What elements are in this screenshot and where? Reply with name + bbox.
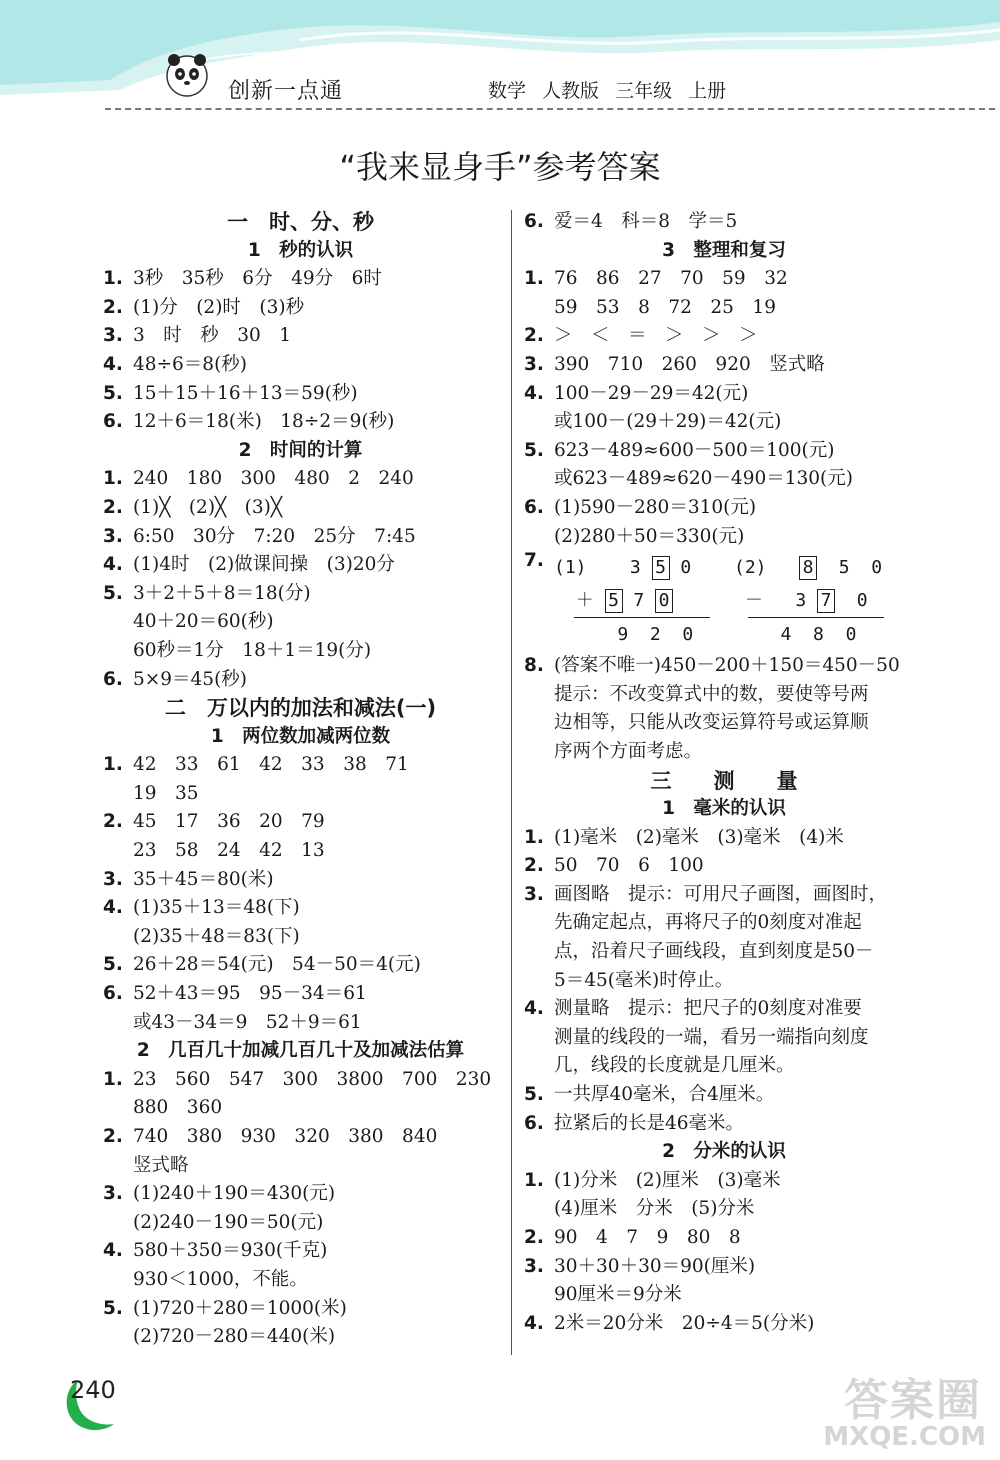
answer-item [103,1180,498,1209]
item-number: 2. [103,296,123,318]
answer-item [103,580,498,609]
right-column [524,208,924,1338]
answer-continuation: (2)35＋48＝83(下) [133,925,300,947]
answer-continuation: 880 360 [133,1097,223,1119]
item-number: 1. [524,826,544,848]
answer-item [524,494,924,523]
boxed-digit: 5 [605,589,623,613]
item-number: 6. [524,496,544,518]
item-text: 580＋350＝930(千克) [133,1240,328,1262]
item-number: 6. [524,211,544,232]
page-title: “我来显身手”参考答案 [339,148,661,186]
item-text: 48÷6＝8(秒) [133,353,248,375]
answer-item [103,465,498,494]
item-text: 5×9＝45(秒) [133,668,248,690]
item-text: 30＋30＋30＝90(厘米) [554,1255,756,1277]
item-text: 390 710 260 920 竖式略 [554,353,825,375]
answer-item [524,652,924,681]
item-text: (答案不唯一)450－200＋150＝450－50 [554,655,900,677]
item-text: 42 33 61 42 33 38 71 [133,754,409,776]
answer-item [103,1237,498,1266]
digit: 2 [649,624,661,646]
page-number-text: 240 [70,1376,116,1404]
digit: 3 [629,557,641,579]
item-number: 4. [524,382,544,404]
digit: 0 [680,557,692,579]
item-number: 3. [524,353,544,375]
answer-continuation: 提示：不改变算式中的数，要使等号两 [554,683,869,705]
item-text: 76 86 27 70 59 32 [554,268,788,290]
item-number: 6. [524,1112,544,1134]
watermark-url: MXQE.COM [823,1422,986,1452]
subsection-heading: 3 整理和复习 [662,239,786,261]
boxed-digit: 7 [817,589,835,613]
answer-item [103,951,498,980]
answer-item [103,1295,498,1324]
answer-continuation: 或623－489≈620－490＝130(元) [554,468,853,490]
operator: － [744,590,763,612]
answer-item [524,1310,924,1339]
answer-continuation: 先确定起点，再将尺子的0刻度对准起 [554,912,862,934]
item-text: (1)35＋13＝48(下) [133,897,300,919]
item-number: 5. [103,582,123,604]
answer-item [103,894,498,923]
answer-item [103,980,498,1009]
item-number: 3. [103,525,123,547]
item-number: 3. [524,1255,544,1277]
answer-item [103,1066,498,1095]
item-text: (1)590－280＝310(元) [554,496,757,518]
item-text: 6:50 30分 7:20 25分 7:45 [133,525,416,547]
item-text: 45 17 36 20 79 [133,811,325,833]
item-number: 3. [103,868,123,890]
digit: 0 [845,624,857,646]
item-number: 3. [524,883,544,905]
section-heading: 一 时、分、秒 [227,210,374,234]
answer-item [103,866,498,895]
answer-continuation: 边相等，只能从改变运算符号或运算顺 [554,712,869,734]
item-text: (1)720＋280＝1000(米) [133,1297,347,1319]
item-number: 1. [103,468,123,490]
item-number: 3. [103,1183,123,1205]
answer-continuation: 930＜1000，不能。 [133,1268,308,1290]
subsection-heading: 1 毫米的认识 [662,798,786,820]
answer-item [524,1081,924,1110]
answer-continuation: 几，线段的长度就是几厘米。 [554,1055,795,1077]
answer-item [524,1253,924,1282]
item-number: 2. [103,496,123,518]
digit: 0 [856,590,868,612]
answer-item [103,1123,498,1152]
item-number: 2. [524,325,544,347]
subsection-heading: 2 几百几十加减几百几十及加减法估算 [136,1040,465,1062]
vertical-calc-1 [554,551,710,651]
answer-item [103,808,498,837]
item-text: 240 180 300 480 2 240 [133,468,414,490]
calc-label: (1) [554,557,587,579]
item-text: 3 时 秒 30 1 [133,325,292,347]
answer-item [524,208,924,237]
subsection-heading: 2 分米的认识 [662,1141,786,1163]
item-text: 23 560 547 300 3800 700 230 [133,1068,492,1090]
answer-item [524,322,924,351]
item-number: 5. [524,1084,544,1106]
answer-item [103,551,498,580]
answer-continuation: 19 35 [133,782,199,804]
answer-item [524,1224,924,1253]
answer-continuation: 测量的线段的一端，看另一端指向刻度 [554,1026,869,1048]
item-text: 拉紧后的长是46毫米。 [554,1112,745,1134]
item-number: 1. [524,268,544,290]
answer-item [524,995,924,1024]
answer-item [524,351,924,380]
answer-item [103,751,498,780]
answer-item [524,824,924,853]
item-number: 4. [103,1240,123,1262]
item-number: 6. [103,983,123,1005]
item-text: (1)4时 (2)做课间操 (3)20分 [133,554,395,576]
panda-logo-icon [160,48,214,98]
item-text: 15＋15＋16＋13＝59(秒) [133,382,358,404]
item-text: 26＋28＝54(元) 54－50＝4(元) [133,954,421,976]
answer-item [103,523,498,552]
answer-continuation: 60秒＝1分 18＋1＝19(分) [133,639,372,661]
item-number: 4. [524,1312,544,1334]
answer-continuation: (2)720－280＝440(米) [133,1326,336,1348]
brand-name: 创新一点通 [228,79,344,104]
item-number: 4. [103,897,123,919]
item-number: 4. [103,353,123,375]
subsection-heading: 1 两位数加减两位数 [210,725,391,747]
item-number: 6. [103,668,123,690]
item-text: (1)毫米 (2)毫米 (3)毫米 (4)米 [554,826,844,848]
item-text: 画图略 提示：可用尺子画图，画图时， [554,883,888,905]
vertical-calc-2 [734,551,884,651]
boxed-digit: 8 [799,556,817,580]
answer-item [524,852,924,881]
item-number: 7. [524,550,544,572]
answer-item [103,322,498,351]
answer-continuation: (2)240－190＝50(元) [133,1211,324,1233]
answer-continuation: 或43－34＝9 52＋9＝61 [133,1011,362,1033]
answer-item [103,408,498,437]
answer-continuation: 90厘米＝9分米 [554,1284,682,1306]
item-text: 3＋2＋5＋8＝18(分) [133,582,311,604]
item-number: 4. [524,998,544,1020]
item-number: 3. [103,325,123,347]
item-text: 爱＝4 科＝8 学＝5 [554,211,738,232]
item-number: 5. [103,1297,123,1319]
item-text: 740 380 930 320 380 840 [133,1126,438,1147]
boxed-digit: 0 [655,589,673,613]
item-number: 8. [524,655,544,677]
answer-continuation: 或100－(29＋29)＝42(元) [554,411,782,433]
item-number: 6. [103,411,123,433]
answer-item [524,1167,924,1196]
item-number: 2. [524,1227,544,1248]
operator: ＋ [575,590,594,612]
answer-item [103,380,498,409]
answer-continuation: 5＝45(毫米)时停止。 [554,969,734,991]
calc-label: (2) [734,557,767,579]
subsection-heading: 2 时间的计算 [238,439,363,461]
item-text: ＞ ＜ ＝ ＞ ＞ ＞ [554,325,758,347]
item-number: 2. [524,855,544,877]
item-number: 2. [103,1126,123,1147]
answer-item [524,881,924,910]
digit: 0 [682,624,694,646]
answer-continuation: 23 58 24 42 13 [133,840,325,862]
item-number: 5. [524,439,544,461]
item-number: 1. [103,268,123,290]
digit: 8 [813,624,824,646]
item-number: 4. [103,554,123,576]
answer-continuation: (2)280＋50＝330(元) [554,525,745,547]
item-text: 623－489≈600－500＝100(元) [554,439,835,461]
section-heading: 二 万以内的加法和减法(一) [164,696,437,721]
watermark [772,1360,994,1456]
vertical-calculation [524,551,924,652]
answer-item [524,380,924,409]
answer-continuation: 点，沿着尺子画线段，直到刻度是50－ [554,941,874,963]
answer-continuation: 40＋20＝60(秒) [133,611,274,633]
item-number: 5. [103,954,123,976]
item-text: 52＋43＝95 95－34＝61 [133,983,367,1005]
digit: 5 [838,557,850,579]
answer-continuation: 59 53 8 72 25 19 [554,296,776,318]
digit: 7 [633,590,645,612]
answer-item [103,351,498,380]
item-text: 50 70 6 100 [554,855,704,877]
digit: 9 [617,624,629,646]
item-text: 2米＝20分米 20÷4＝5(分米) [554,1312,815,1334]
digit: 0 [871,557,883,579]
item-text: 一共厚40毫米，合4厘米。 [554,1084,775,1106]
item-number: 5. [103,382,123,404]
answer-item [103,494,498,523]
answer-item [103,666,498,695]
book-info: 数学 人教版 三年级 上册 [488,80,727,102]
digit: 3 [795,590,807,612]
item-number: 1. [524,1169,544,1191]
page-number [58,1376,128,1436]
subsection-heading: 1 秒的认识 [247,239,354,261]
watermark-logo: 答案圈 [844,1375,982,1426]
left-column [103,208,498,1352]
answer-item [524,265,924,294]
boxed-digit: 5 [652,556,670,580]
item-text: 12＋6＝18(米) 18÷2＝9(秒) [133,411,395,433]
item-text: 3秒 35秒 6分 49分 6时 [133,268,382,290]
item-text: (1)240＋190＝430(元) [133,1183,336,1205]
answer-continuation: (4)厘米 分米 (5)分米 [554,1198,755,1220]
answer-item [103,265,498,294]
answer-item [524,1110,924,1139]
item-text: 35＋45＝80(米) [133,868,274,890]
header-divider [105,108,995,110]
item-text: (1)分米 (2)厘米 (3)毫米 [554,1169,781,1191]
item-text: 90 4 7 9 80 8 [554,1227,741,1248]
answer-item [103,294,498,323]
column-divider [511,210,512,1355]
item-number: 2. [103,811,123,833]
item-text: 测量略 提示：把尺子的0刻度对准要 [554,998,862,1020]
item-text: 100－29－29＝42(元) [554,382,749,404]
answer-continuation: 竖式略 [133,1154,189,1176]
answer-continuation: 序两个方面考虑。 [554,740,703,762]
digit: 4 [780,624,792,646]
answer-item [524,437,924,466]
item-text: (1)分 (2)时 (3)秒 [133,296,305,318]
section-heading: 三 测 量 [650,768,798,793]
item-text: (1)╳ (2)╳ (3)╳ [133,496,283,518]
item-number: 1. [103,1068,123,1090]
item-number: 1. [103,754,123,776]
